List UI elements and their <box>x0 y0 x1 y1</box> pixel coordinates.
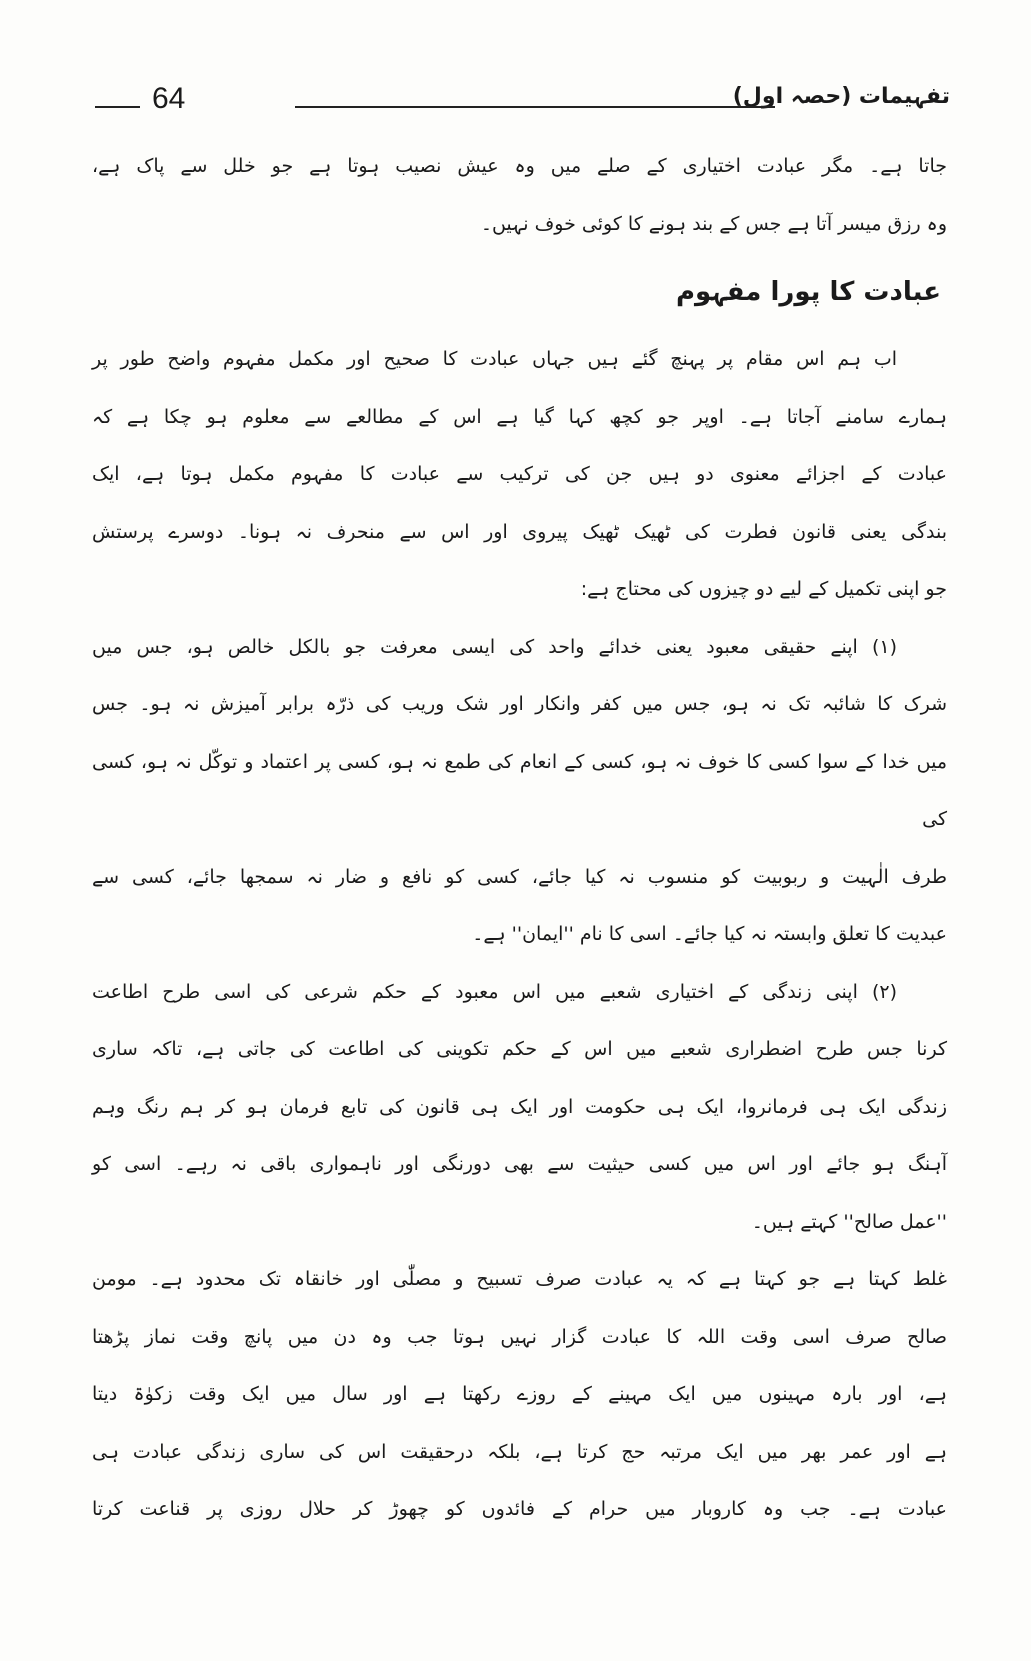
text-line: کرنا جس طرح اضطراری شعبے میں اس کے حکم تکوینی کی اطاعت کی جاتی ہے، تاکہ ساری <box>92 1038 947 1060</box>
text-line: (۱) اپنے حقیقی معبود یعنی خدائے واحد کی ایسی معرفت جو بالکل خالص ہو، جس میں <box>92 635 897 658</box>
text-line: عبادت ہے۔ جب وہ کاروبار میں حرام کے فائدوں کو چھوڑ کر حلال روزی پر قناعت کرتا <box>92 1498 947 1520</box>
text-line: عبادت کے اجزائے معنوی دو ہیں جن کی ترکیب سے عبادت کا مفہوم مکمل ہوتا ہے، ایک <box>92 463 947 485</box>
text-line: جاتا ہے۔ مگر عبادت اختیاری کے صلے میں وہ عیش نصیب ہوتا ہے جو خلل سے پاک ہے، <box>92 155 947 177</box>
text-line: وہ رزق میسر آتا ہے جس کے بند ہونے کا کوئی خوف نہیں۔ <box>480 212 947 235</box>
text-line: ہے، اور بارہ مہینوں میں ایک مہینے کے روزے رکھتا ہے اور سال میں ایک وقت زکوٰۃ دیتا <box>92 1383 947 1405</box>
book-title: تفہیمات (حصہ اول) <box>732 84 950 109</box>
text-line: میں خدا کے سوا کسی کا خوف نہ ہو، کسی کے انعام کی طمع نہ ہو، کسی پر اعتماد و توکّل نہ ہو، کسی کی <box>92 750 947 830</box>
section-heading: عبادت کا پورا مفہوم <box>676 277 941 307</box>
text-line: طرف الٰہیت و ربوبیت کو منسوب نہ کیا جائے، کسی کو نافع و ضار نہ سمجھا جائے، کسی سے <box>92 865 947 888</box>
text-line: صالح صرف اسی وقت اللہ کا عبادت گزار نہیں ہوتا جب وہ دن میں پانچ وقت نماز پڑھتا <box>92 1325 947 1348</box>
text-line: آہنگ ہو جائے اور اس میں کسی حیثیت سے بھی دورنگی اور ناہمواری باقی نہ رہے۔ اسی کو <box>92 1153 947 1175</box>
text-line: ہمارے سامنے آجاتا ہے۔ اوپر جو کچھ کہا گیا ہے اس کے مطالعے سے معلوم ہو چکا ہے کہ <box>92 405 947 428</box>
text-line: زندگی ایک ہی فرمانروا، ایک ہی حکومت اور ایک ہی قانون کی تابع فرمان ہو کر ہم رنگ وہم <box>92 1095 947 1118</box>
text-line: عبدیت کا تعلق وابستہ نہ کیا جائے۔ اسی کا نام ''ایمان'' ہے۔ <box>472 923 947 945</box>
text-line: اب ہم اس مقام پر پہنچ گئے ہیں جہاں عبادت کا صحیح اور مکمل مفہوم واضح طور پر <box>92 348 898 370</box>
header-rule <box>295 106 775 108</box>
text-line: جو اپنی تکمیل کے لیے دو چیزوں کی محتاج ہے: <box>580 578 947 600</box>
text-line: (۲) اپنی زندگی کے اختیاری شعبے میں اس معبود کے حکم شرعی کی اسی طرح اطاعت <box>92 980 897 1003</box>
text-line: ''عمل صالح'' کہتے ہیں۔ <box>751 1210 947 1233</box>
text-line: غلط کہتا ہے جو کہتا ہے کہ یہ عبادت صرف تسبیح و مصلّٰی اور خانقاہ تک محدود ہے۔ مومن <box>92 1268 947 1290</box>
text-line: شرک کا شائبہ تک نہ ہو، جس میں کفر وانکار اور شک وریب کی ذرّہ برابر آمیزش نہ ہو۔ جس <box>92 693 947 715</box>
text-line: بندگی یعنی قانون فطرت کی ٹھیک ٹھیک پیروی اور اس سے منحرف نہ ہونا۔ دوسرے پرستش <box>92 520 947 543</box>
text-line: ہے اور عمر بھر میں ایک مرتبہ حج کرتا ہے، بلکہ درحقیقت اس کی ساری زندگی عبادت ہی <box>92 1440 947 1463</box>
header-dash <box>95 106 140 108</box>
page-number: 64 <box>152 82 186 115</box>
running-header <box>90 82 950 122</box>
body-text <box>92 138 947 1539</box>
